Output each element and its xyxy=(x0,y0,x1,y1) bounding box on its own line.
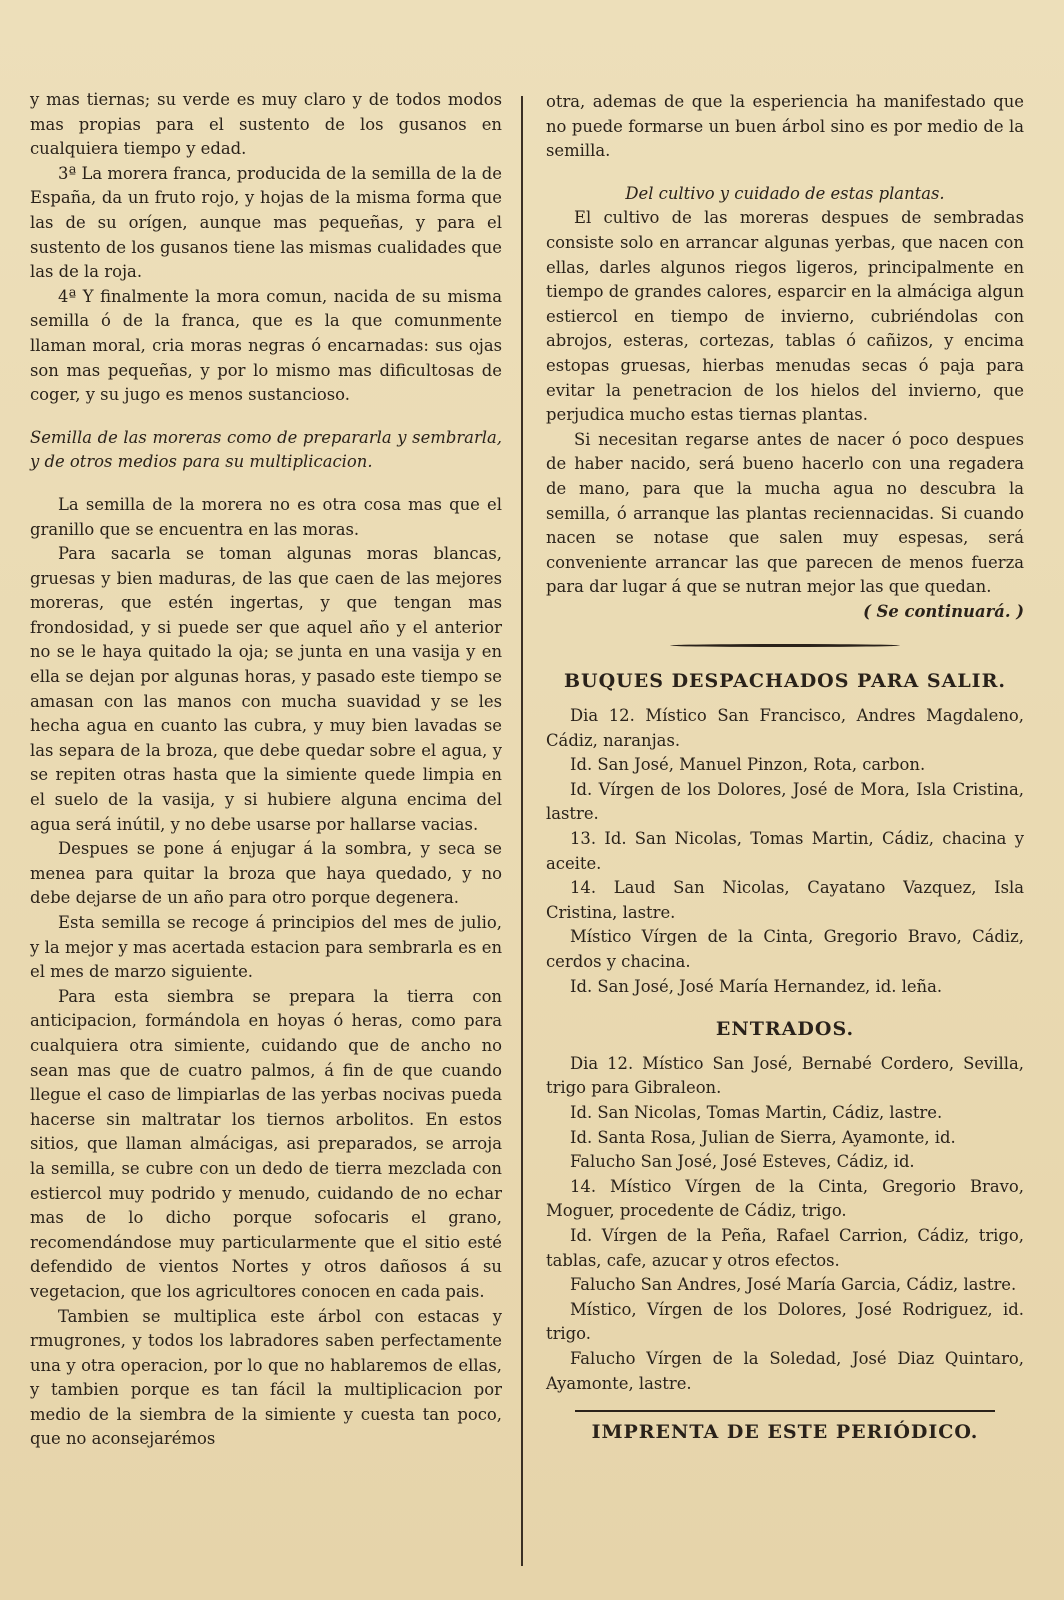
section-title: Del cultivo y cuidado de estas plantas. xyxy=(625,183,945,203)
heading-despachados: BUQUES DESPACHADOS PARA SALIR. xyxy=(564,670,1006,693)
list-item: Falucho Vírgen de la Soledad, José Diaz Quintaro, Ayamonte, lastre. xyxy=(546,1348,1024,1393)
list-item: Dia 12. Místico San Francisco, Andres Magdaleno, Cádiz, naranjas. xyxy=(546,706,1024,750)
printer-imprint: IMPRENTA DE ESTE PERIÓDICO. xyxy=(591,1421,979,1444)
list-item: Id. San José, José María Hernandez, id. leña. xyxy=(570,976,943,996)
paragraph: Para esta siembra se prepara la tierra con anticipacion, formándola en hoyas ó heras, como para cualquiera otra simiente, cuidando que de ancho no sean mas que de cuatro palmos, á fin de que cuando llegue el caso de limpiarlas de las yerbas nocivas pueda hacerse sin maltratar los tiernos arbolitos. En estos sitios, que llaman almácigas, asi preparados, se arroja la semilla, se cubre con un dedo de tierra mezclada con estiercol muy podrido y menudo, cuidando de no echar mas de lo dicho porque sofocaris el grano, recomendándose muy particularmente que el sitio esté defendido de vientos Nortes y otros dañosos á su vegetacion, que los agricultores conocen en cada pais. xyxy=(30,986,502,1301)
paragraph: Si necesitan regarse antes de nacer ó poco despues de haber nacido, será bueno hacerlo con una regadera de mano, para que la mucha agua no descubra la semilla, ó arranque las plantas reciennacidas. Si cuando nacen se notase que salen muy espesas, será conveniente arrancar las que parecen de menos fuerza para dar lugar á que se nutran mejor las que quedan. xyxy=(546,429,1024,597)
paragraph: Tambien se multiplica este árbol con estacas y rmugrones, y todos los labradores saben perfectamente una y otra operacion, por lo que no hablaremos de ellas, y tambien porque es tan fácil la multiplicacion por medio de la siembra de la simiente y cuesta tan poco, que no aconsejarémos xyxy=(30,1306,502,1449)
list-item: 13. Id. San Nicolas, Tomas Martin, Cádiz, chacina y aceite. xyxy=(546,829,1024,873)
list-item: Id. Santa Rosa, Julian de Sierra, Ayamonte, id. xyxy=(570,1127,956,1147)
heading-entrados: ENTRADOS. xyxy=(715,1018,855,1041)
list-item: Id. San José, Manuel Pinzon, Rota, carbon. xyxy=(570,755,926,775)
list-item: Místico Vírgen de la Cinta, Gregorio Bravo, Cádiz, cerdos y chacina. xyxy=(546,927,1024,971)
paragraph: otra, ademas de que la esperiencia ha manifestado que no puede formarse un buen árbol sino es por medio de la semilla. xyxy=(546,92,1024,161)
list-item: Místico, Vírgen de los Dolores, José Rodriguez, id. trigo. xyxy=(546,1299,1024,1344)
paragraph: 3ª La morera franca, producida de la semilla de la de España, da un fruto rojo, y hojas de la misma forma que las de su orígen, aunque mas pequeñas, y para el sustento de los gusanos tiene las mismas cualidades que las de la roja. xyxy=(30,163,502,282)
paragraph: Esta semilla se recoge á principios del mes de julio, y la mejor y mas acertada estacion para sembrarla es en el mes de marzo siguiente. xyxy=(30,913,502,982)
left-column xyxy=(30,88,502,1452)
footer-rule xyxy=(575,1410,995,1412)
ornamental-rule xyxy=(670,644,900,647)
list-item: Dia 12. Místico San José, Bernabé Cordero, Sevilla, trigo para Gibraleon. xyxy=(546,1053,1024,1098)
continuation-note: ( Se continuará. ) xyxy=(863,601,1024,621)
paragraph: y mas tiernas; su verde es muy claro y de todos modos mas propias para el sustento de los gusanos en cualquiera tiempo y edad. xyxy=(30,90,502,159)
departures-list xyxy=(546,704,1024,999)
paragraph: El cultivo de las moreras despues de sembradas consiste solo en arrancar algunas yerbas, que nacen con ellas, darles algunos riegos ligeros, principalmente en tiempo de grandes calores, esparcir en la almáciga algun estiercol en tiempo de invierno, cubriéndolas con abrojos, esteras, cortezas, tablas ó cañizos, y encima estopas gruesas, hierbas menudas secas ó paja para evitar la penetracion de los hielos del invierno, que perjudica mucho estas tiernas plantas. xyxy=(546,208,1024,425)
list-item: Id. San Nicolas, Tomas Martin, Cádiz, lastre. xyxy=(570,1102,943,1122)
list-item: Id. Vírgen de la Peña, Rafael Carrion, Cádiz, trigo, tablas, cafe, azucar y otros efectos. xyxy=(546,1225,1024,1270)
paragraph: Despues se pone á enjugar á la sombra, y seca se menea para quitar la broza que haya quedado, y no debe dejarse de un año para otro porque degenera. xyxy=(30,839,502,908)
list-item: 14. Laud San Nicolas, Cayatano Vazquez, Isla Cristina, lastre. xyxy=(546,878,1024,922)
paragraph: 4ª Y finalmente la mora comun, nacida de su misma semilla ó de la franca, que es la que comunmente llaman moral, cria moras negras ó encarnadas: sus ojas son mas pequeñas, y por lo mismo mas dificultosas de coger, y su jugo es menos sustancioso. xyxy=(30,286,502,405)
column-divider xyxy=(521,96,523,1566)
list-item: Id. Vírgen de los Dolores, José de Mora, Isla Cristina, lastre. xyxy=(546,779,1024,824)
list-item: Falucho San José, José Esteves, Cádiz, id. xyxy=(570,1152,915,1172)
list-item: 14. Místico Vírgen de la Cinta, Gregorio Bravo, Moguer, procedente de Cádiz, trigo. xyxy=(546,1176,1024,1221)
arrivals-list xyxy=(546,1052,1024,1396)
right-column xyxy=(546,90,1024,1445)
section-title: Semilla de las moreras como de prepararla y sembrarla, y de otros medios para su multiplicacion. xyxy=(30,427,502,472)
paragraph: La semilla de la morera no es otra cosa mas que el granillo que se encuentra en las moras. xyxy=(30,494,502,539)
list-item: Falucho San Andres, José María Garcia, Cádiz, lastre. xyxy=(570,1275,1017,1295)
paragraph: Para sacarla se toman algunas moras blancas, gruesas y bien maduras, de las que caen de las mejores moreras, que estén ingertas, y que tengan mas frondosidad, y si puede ser que aquel año y el anterior no se le haya quitado la oja; se junta en una vasija y en ella se dejan por algunas horas, y pasado este tiempo se amasan con las manos con mucha suavidad y se les hecha agua en cuanto las cubra, y muy bien lavadas se las separa de la broza, que debe quedar sobre el agua, y se repiten otras hasta que la simiente quede limpia en el suelo de la vasija, y si hubiere alguna encima del agua será inútil, y no debe usarse por hallarse vacias. xyxy=(30,544,502,834)
